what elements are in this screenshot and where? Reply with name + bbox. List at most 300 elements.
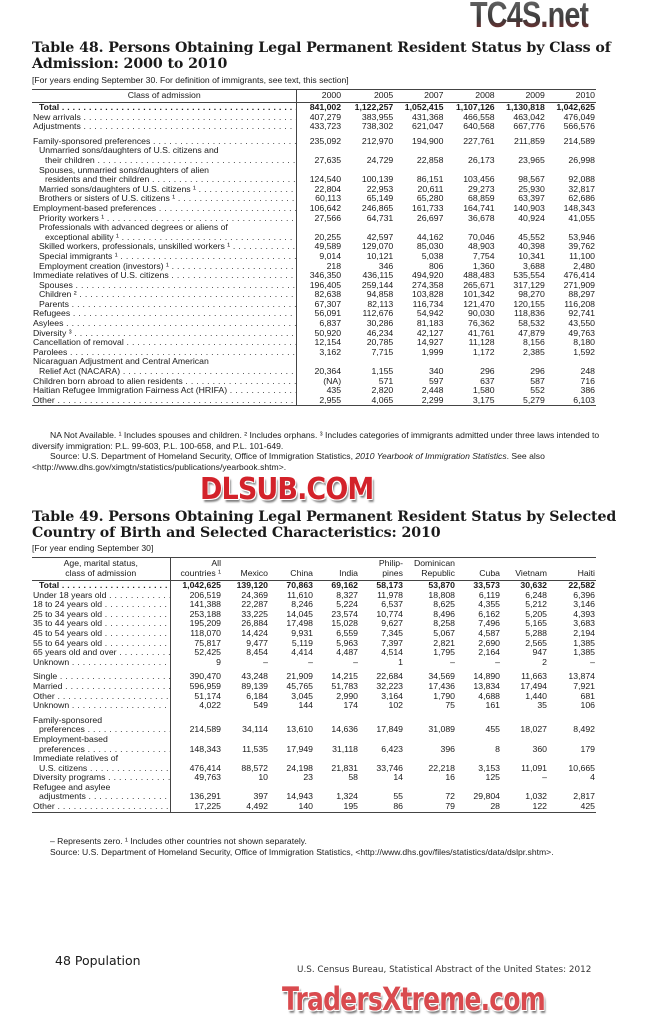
value-cell: 7,397: [381, 637, 403, 648]
value-cell: 3,153: [478, 762, 500, 773]
value-cell: 22,684: [376, 671, 403, 682]
value-cell: 46,234: [366, 327, 394, 338]
value-cell: 8,454: [246, 647, 268, 658]
table-row: [32, 386, 596, 396]
value-cell: 53,946: [568, 231, 595, 242]
value-cell: 65,280: [416, 193, 444, 204]
value-cell: 246,865: [361, 202, 394, 213]
value-cell: 2,164: [478, 647, 500, 658]
value-cell: 36,678: [468, 212, 495, 223]
value-cell: 17,494: [520, 680, 547, 691]
value-cell: 23: [303, 772, 313, 783]
value-cell: 31,118: [332, 743, 358, 754]
row-label: Children born abroad to alien residents . . .: [32, 377, 297, 387]
table-row: [32, 204, 596, 214]
value-cell: 431,368: [412, 111, 444, 122]
value-cell: 101,342: [463, 289, 495, 300]
source-link: . See also <http://www.dhs.gov/ximgtn/statistics/publications/yearbook.shtm>.: [32, 451, 545, 472]
value-cell: 1,360: [472, 260, 495, 271]
value-cell: 4,492: [222, 802, 269, 812]
value-cell: 9,014: [319, 250, 342, 261]
value-cell: 34,114: [242, 724, 268, 735]
value-cell: 11,610: [287, 589, 313, 600]
value-cell: 265,671: [463, 279, 495, 290]
value-cell: 1,790: [433, 690, 455, 701]
row-label: Employment-based preferences . . .: [32, 204, 297, 214]
value-cell: 5,038: [421, 250, 444, 261]
column-header-line: Vietnam: [515, 568, 547, 578]
value-cell: 8,246: [291, 599, 313, 610]
column-header-line: Mexico: [240, 568, 268, 578]
value-cell: 2,690: [478, 637, 500, 648]
column-header-line: countries ¹: [180, 568, 221, 578]
table-row: [32, 137, 596, 147]
value-cell: 88,297: [568, 289, 595, 300]
value-cell: 39,762: [568, 241, 595, 252]
table-row: [32, 367, 596, 377]
value-cell: 841,002: [309, 102, 342, 112]
value-cell: 397: [253, 791, 268, 802]
value-cell: 4,022: [199, 700, 221, 711]
value-cell: 75,817: [194, 637, 221, 648]
table-row: [32, 610, 596, 620]
table-row: [32, 156, 596, 166]
value-cell: 65,149: [366, 193, 394, 204]
value-cell: 67,307: [314, 298, 342, 309]
value-cell: 20,611: [417, 183, 444, 194]
table-row: [32, 377, 596, 387]
table-row: [32, 122, 596, 132]
row-label: Adjustments . . .: [32, 122, 297, 132]
table-row-label-line: [32, 146, 596, 156]
value-cell: 2,817: [573, 791, 595, 802]
value-cell: 17,949: [286, 743, 313, 754]
value-cell: 681: [580, 690, 595, 701]
row-label: Unmarried sons/daughters of U.S. citizens and: [32, 146, 297, 156]
value-cell: 70,863: [286, 580, 313, 590]
value-cell: 1,592: [573, 346, 595, 357]
column-header-line: Cuba: [479, 568, 500, 578]
column-header-line: pines: [382, 568, 403, 578]
row-label: exceptional ability ¹ . . .: [32, 233, 297, 243]
value-cell: 4,355: [478, 599, 500, 610]
value-cell: 274,358: [412, 279, 444, 290]
row-label: Spouses . . .: [32, 281, 297, 291]
value-cell: 2,990: [336, 690, 358, 701]
value-cell: 476,414: [189, 762, 221, 773]
value-cell: 5,279: [496, 396, 546, 406]
value-cell: 79: [404, 802, 456, 812]
row-label: Total . . .: [32, 581, 170, 591]
value-cell: 49,763: [194, 772, 221, 783]
value-cell: 6,184: [246, 690, 268, 701]
value-cell: 64,731: [366, 212, 394, 223]
value-cell: 125: [485, 772, 500, 783]
value-cell: 51,783: [331, 680, 358, 691]
value-cell: 494,920: [412, 270, 444, 281]
value-cell: 40,398: [518, 241, 545, 252]
value-cell: 296: [480, 366, 495, 377]
value-cell: 144: [298, 700, 313, 711]
value-cell: 587: [530, 375, 545, 386]
value-cell: 667,776: [513, 121, 545, 132]
column-header: [359, 558, 404, 581]
value-cell: 56,091: [314, 308, 342, 319]
table-row: [32, 773, 596, 783]
value-cell: 3,045: [291, 690, 313, 701]
table-row: [32, 792, 596, 802]
value-cell: 2,955: [297, 396, 342, 406]
value-cell: 549: [253, 700, 268, 711]
value-cell: 596,959: [189, 680, 221, 691]
header-row: [32, 90, 596, 103]
value-cell: 141,388: [189, 599, 221, 610]
row-label: Employment-based: [32, 735, 170, 745]
value-cell: 33,225: [241, 608, 268, 619]
tc4s-watermark: TC4S.net: [470, 0, 588, 34]
value-cell: 17,849: [376, 724, 403, 735]
value-cell: 26,697: [416, 212, 444, 223]
value-cell: 1,130,818: [506, 102, 545, 112]
value-cell: 179: [580, 743, 595, 754]
row-label: Special immigrants ¹ . . .: [32, 252, 297, 262]
source-text: Source: U.S. Department of Homeland Security, Office of Immigration Statistics,: [50, 451, 356, 461]
value-cell: 102: [388, 700, 403, 711]
value-cell: 640,568: [463, 121, 495, 132]
column-header: [501, 558, 548, 581]
table49-title: Table 49. Persons Obtaining Legal Permanent Resident Status by Selected Country of Birth and Selected Characteristics: 2010: [32, 509, 617, 541]
table-row: [32, 252, 596, 262]
row-label: U.S. citizens . . .: [32, 764, 170, 774]
value-cell: 122: [501, 802, 548, 812]
value-cell: 6,559: [336, 627, 358, 638]
value-cell: 20,364: [314, 366, 342, 377]
table-row: [32, 764, 596, 774]
row-label: Haitian Refugee Immigration Fairness Act (HRIFA) . . .: [32, 386, 297, 396]
value-cell: 6,423: [381, 743, 403, 754]
value-cell: 3,683: [573, 618, 595, 629]
value-cell: 23,965: [518, 154, 545, 165]
value-cell: –: [590, 656, 595, 667]
value-cell: 22,804: [314, 183, 342, 194]
value-cell: 1,795: [433, 647, 455, 658]
value-cell: 15,028: [331, 618, 358, 629]
value-cell: 92,741: [568, 308, 595, 319]
column-header: [456, 558, 501, 581]
value-cell: 22,953: [366, 183, 394, 194]
value-cell: 26,884: [241, 618, 268, 629]
value-cell: 12,154: [314, 337, 342, 348]
value-cell: 29,804: [473, 791, 500, 802]
value-cell: 2,821: [433, 637, 455, 648]
table-row: [32, 175, 596, 185]
value-cell: 1,580: [472, 385, 495, 396]
value-cell: 1,385: [573, 647, 595, 658]
row-label: Priority workers ¹ . . .: [32, 214, 297, 224]
value-cell: 22,218: [428, 762, 455, 773]
value-cell: 6,837: [319, 318, 342, 329]
value-cell: 90,030: [468, 308, 495, 319]
row-label: Refugee and asylee: [32, 783, 170, 793]
value-cell: 17,225: [170, 802, 222, 812]
value-cell: 6,248: [525, 589, 547, 600]
value-cell: 455: [485, 724, 500, 735]
row-label: Asylees . . .: [32, 319, 297, 329]
source-publication: 2010 Yearbook of Immigration Statistics: [355, 451, 507, 461]
value-cell: 2,480: [573, 260, 595, 271]
value-cell: 62,686: [568, 193, 595, 204]
table-row: [32, 329, 596, 339]
column-header: [548, 558, 596, 581]
value-cell: 9,627: [381, 618, 403, 629]
row-label: Employment creation (investors) ¹ . . .: [32, 262, 297, 272]
value-cell: –: [495, 656, 500, 667]
value-cell: 13,874: [568, 671, 595, 682]
value-cell: 106: [580, 700, 595, 711]
value-cell: 4,514: [381, 647, 403, 658]
value-cell: 30,632: [520, 580, 547, 590]
column-header: 2009: [496, 90, 546, 103]
value-cell: 98,567: [518, 174, 545, 185]
value-cell: 82,638: [314, 289, 342, 300]
table48-subtitle: [For years ending September 30. For definition of immigrants, see text, this section]: [32, 75, 349, 85]
value-cell: –: [308, 656, 313, 667]
value-cell: 1,042,625: [182, 580, 221, 590]
table-row: [32, 242, 596, 252]
value-cell: 82,113: [367, 298, 394, 309]
column-header: [314, 558, 359, 581]
value-cell: 53,870: [428, 580, 455, 590]
value-cell: 476,049: [563, 111, 595, 122]
value-cell: 94,858: [366, 289, 394, 300]
value-cell: 22,287: [241, 599, 268, 610]
value-cell: 7,921: [573, 680, 595, 691]
value-cell: 1,155: [371, 366, 394, 377]
value-cell: 5,212: [525, 599, 547, 610]
value-cell: 8,156: [523, 337, 545, 348]
value-cell: 11,663: [521, 671, 547, 682]
value-cell: 463,042: [513, 111, 545, 122]
column-header: [170, 558, 222, 581]
row-label: Diversity programs . . .: [32, 773, 170, 783]
value-cell: 566,576: [563, 121, 595, 132]
value-cell: 34,569: [428, 671, 455, 682]
row-label: Married . . .: [32, 682, 170, 692]
value-cell: 50,920: [314, 327, 342, 338]
table49-subtitle: [For year ending September 30]: [32, 543, 154, 553]
value-cell: 86: [359, 802, 404, 812]
value-cell: 14,927: [416, 337, 444, 348]
value-cell: 3,162: [319, 346, 342, 357]
row-label: adjustments . . .: [32, 792, 170, 802]
value-cell: 17,498: [286, 618, 313, 629]
column-header: [269, 558, 314, 581]
table-row-label-line: [32, 754, 596, 764]
row-label: Under 18 years old . . .: [32, 591, 170, 601]
value-cell: 5,963: [336, 637, 358, 648]
value-cell: 24,198: [286, 762, 313, 773]
value-cell: 148,343: [189, 743, 221, 754]
value-cell: 7,496: [478, 618, 500, 629]
value-cell: 5,067: [433, 627, 455, 638]
value-cell: –: [263, 656, 268, 667]
table-row: [32, 658, 596, 668]
row-label: Professionals with advanced degrees or aliens of: [32, 223, 297, 233]
value-cell: 98,270: [518, 289, 545, 300]
value-cell: (NA): [323, 375, 342, 386]
table-row: [32, 338, 596, 348]
column-header-line: [315, 558, 358, 568]
value-cell: 40,924: [518, 212, 545, 223]
value-cell: 6,119: [478, 589, 500, 600]
table-row: [32, 396, 596, 406]
row-label: preferences . . .: [32, 745, 170, 755]
table-row: [32, 701, 596, 711]
value-cell: 3,164: [381, 690, 403, 701]
value-cell: 360: [532, 743, 547, 754]
value-cell: 43,248: [241, 671, 268, 682]
value-cell: 435: [326, 385, 342, 396]
page-number-section: 48 Population: [55, 953, 141, 968]
value-cell: 806: [428, 260, 444, 271]
value-cell: 11,535: [242, 743, 268, 754]
value-cell: 124,540: [309, 174, 342, 185]
value-cell: 253,188: [189, 608, 221, 619]
table-row: [32, 648, 596, 658]
value-cell: 174: [343, 700, 358, 711]
value-cell: 195: [314, 802, 359, 812]
value-cell: 27,635: [314, 154, 342, 165]
value-cell: 214,589: [563, 135, 595, 146]
value-cell: 2: [542, 656, 547, 667]
value-cell: 14,943: [286, 791, 313, 802]
value-cell: 3,146: [573, 599, 595, 610]
table-row: [32, 600, 596, 610]
value-cell: 21,909: [286, 671, 313, 682]
row-label: Relief Act (NACARA) . . .: [32, 367, 297, 377]
column-header-line: Haiti: [577, 568, 595, 578]
value-cell: 271,909: [563, 279, 595, 290]
row-label: Refugees . . .: [32, 309, 297, 319]
table48-source: [32, 451, 612, 472]
value-cell: 407,279: [309, 111, 342, 122]
header-row: [32, 558, 596, 581]
table-row: [32, 619, 596, 629]
value-cell: 103,456: [463, 174, 495, 185]
value-cell: 5,224: [336, 599, 358, 610]
value-cell: 26,998: [568, 154, 595, 165]
value-cell: 218: [326, 260, 342, 271]
value-cell: 148,343: [563, 202, 595, 213]
value-cell: 16: [445, 772, 455, 783]
value-cell: 386: [580, 385, 595, 396]
value-cell: 27,566: [314, 212, 342, 223]
value-cell: 4,688: [478, 690, 500, 701]
value-cell: 139,120: [236, 580, 268, 590]
table-row: [32, 682, 596, 692]
value-cell: 476,414: [563, 270, 595, 281]
value-cell: 3,688: [523, 260, 545, 271]
value-cell: 58: [348, 772, 358, 783]
column-header-line: Philip-: [378, 558, 403, 568]
value-cell: 11,978: [377, 589, 403, 600]
value-cell: 1,385: [573, 637, 595, 648]
row-label: Parolees . . .: [32, 348, 297, 358]
table-row: [32, 348, 596, 358]
table-row: [32, 692, 596, 702]
column-header-line: All: [211, 558, 221, 568]
value-cell: 51,174: [194, 690, 221, 701]
value-cell: 396: [440, 743, 455, 754]
value-cell: 6,396: [573, 589, 595, 600]
column-header-label: [32, 558, 170, 581]
value-cell: 248: [580, 366, 595, 377]
dlsub-watermark: DLSUB.COM: [200, 472, 374, 507]
table-row-label-line: [32, 735, 596, 745]
table-row: [32, 745, 596, 755]
value-cell: 85,030: [416, 241, 444, 252]
value-cell: –: [353, 656, 358, 667]
value-cell: 18,808: [428, 589, 455, 600]
value-cell: 112,676: [362, 308, 394, 319]
value-cell: 116,208: [564, 298, 595, 309]
value-cell: 161,733: [412, 202, 444, 213]
value-cell: 70,046: [468, 231, 495, 242]
column-header-line: India: [339, 568, 358, 578]
value-cell: 10,774: [376, 608, 403, 619]
column-header: 2007: [394, 90, 444, 103]
value-cell: 4,414: [291, 647, 313, 658]
value-cell: 235,092: [309, 135, 342, 146]
value-cell: 2,299: [394, 396, 444, 406]
value-cell: 4: [590, 772, 595, 783]
table49-footnote: – Represents zero. ¹ Includes other countries not shown separately.: [50, 836, 307, 846]
value-cell: 75: [445, 700, 455, 711]
table48-title: Table 48. Persons Obtaining Legal Permanent Resident Status by Class of Admission: 2000 to 2010: [32, 40, 611, 72]
value-cell: 637: [480, 375, 495, 386]
row-label: Diversity ³ . . .: [32, 329, 297, 339]
value-cell: 48,903: [468, 241, 495, 252]
value-cell: 11,091: [521, 762, 547, 773]
row-label: 65 years old and over . . .: [32, 648, 170, 658]
value-cell: 10,121: [366, 250, 394, 261]
row-label: 18 to 24 years old . . .: [32, 600, 170, 610]
value-cell: 488,483: [463, 270, 495, 281]
row-label: Immediate relatives of U.S. citizens . . .: [32, 271, 297, 281]
publication-footer: U.S. Census Bureau, Statistical Abstract of the United States: 2012: [297, 965, 592, 975]
column-header: [222, 558, 269, 581]
table-row-label-line: [32, 783, 596, 793]
value-cell: 68,859: [468, 193, 495, 204]
value-cell: 10,341: [518, 250, 545, 261]
table48: [32, 89, 596, 406]
table-row: [32, 639, 596, 649]
value-cell: 72: [445, 791, 455, 802]
value-cell: 1,122,257: [354, 102, 394, 112]
row-label: Spouses, unmarried sons/daughters of alien: [32, 166, 297, 176]
value-cell: 47,879: [518, 327, 545, 338]
table48-notes: [32, 430, 612, 472]
value-cell: 32,223: [376, 680, 403, 691]
table-row: [32, 185, 596, 195]
table-row-label-line: [32, 357, 596, 367]
value-cell: 52,425: [194, 647, 221, 658]
value-cell: 8,327: [336, 589, 358, 600]
value-cell: 10,665: [568, 762, 595, 773]
value-cell: 5,288: [525, 627, 547, 638]
value-cell: 4,487: [336, 647, 358, 658]
value-cell: 2,448: [421, 385, 444, 396]
